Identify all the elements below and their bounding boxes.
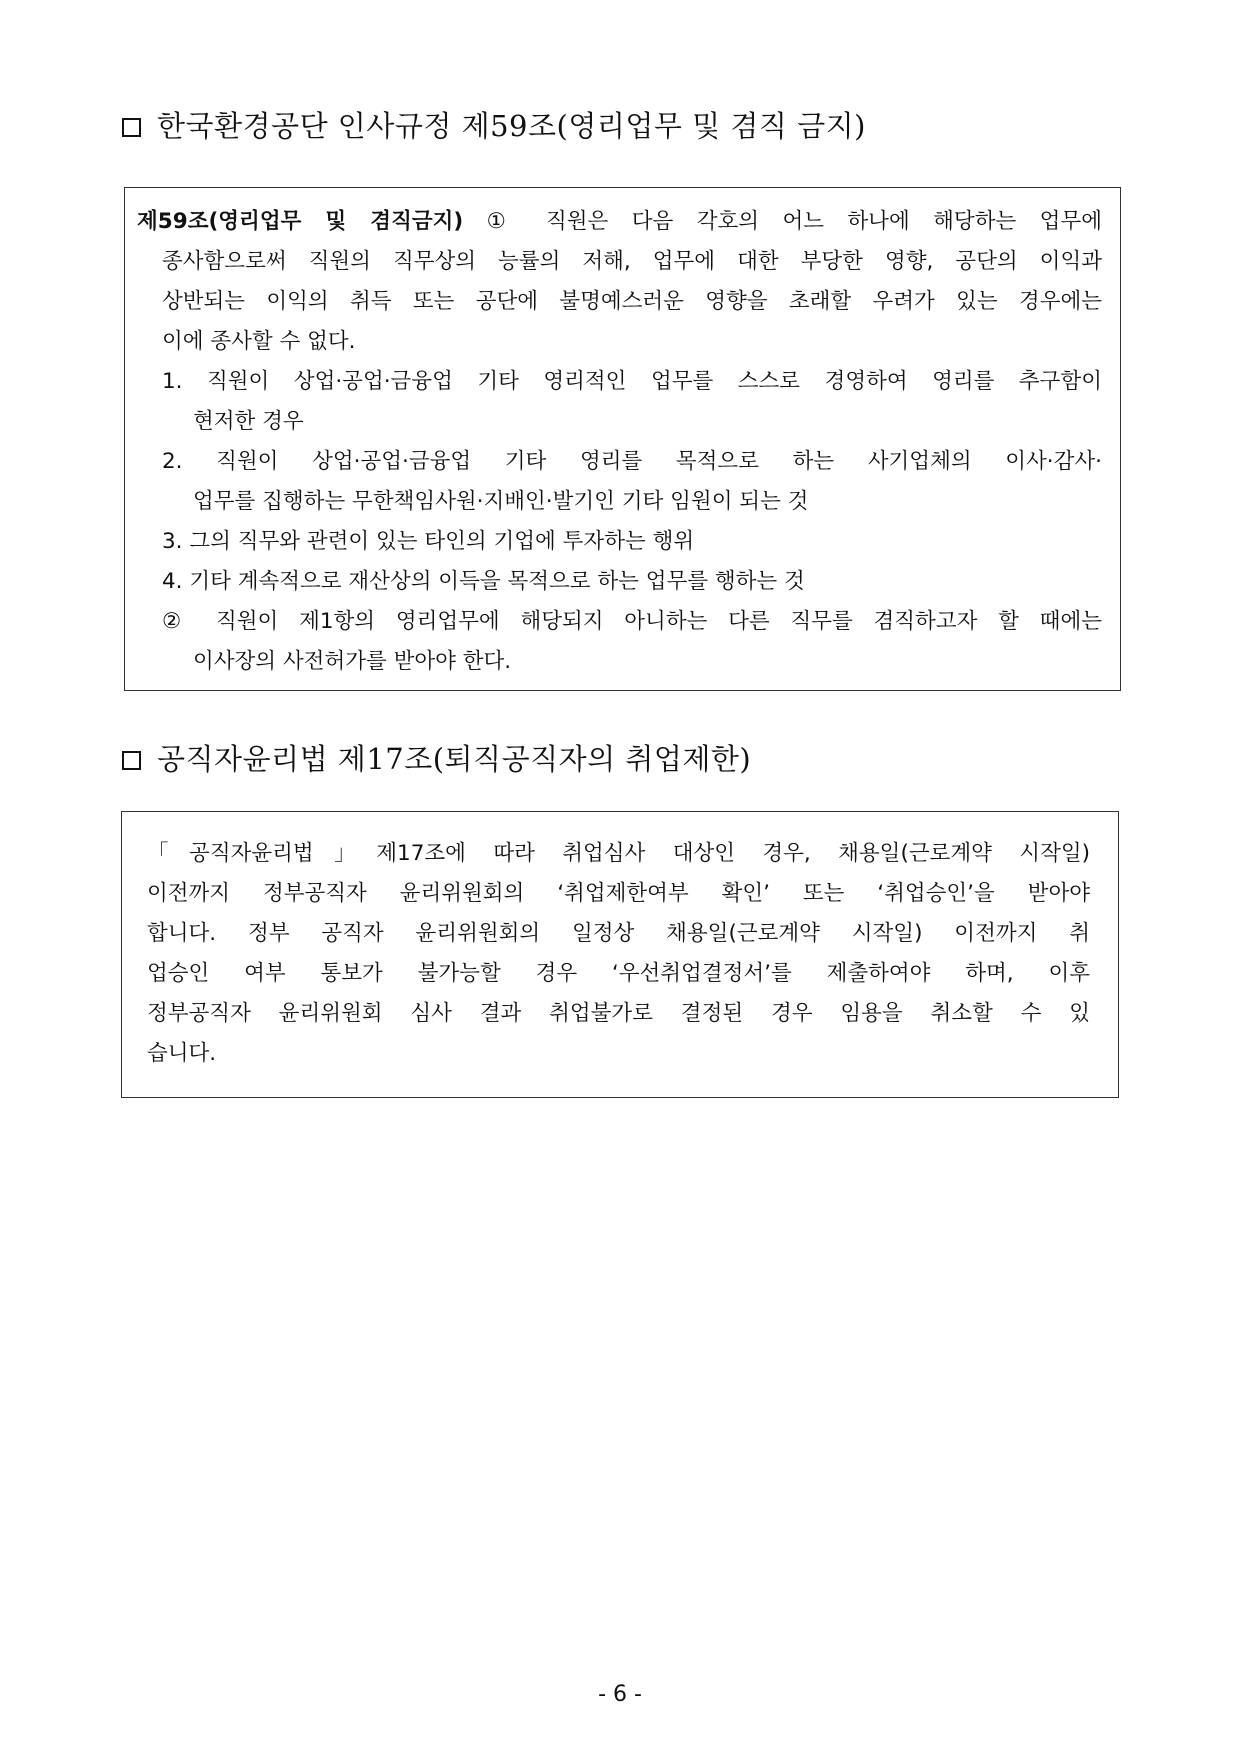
page-number: - 6 -	[598, 1682, 642, 1707]
section-heading-text: 한국환경공단 인사규정 제59조(영리업무 및 겸직 금지)	[157, 109, 866, 143]
list-item: 3. 그의 직무와 관련이 있는 타인의 기업에 투자하는 행위	[162, 529, 695, 554]
checkbox-square-icon	[122, 118, 141, 137]
list-item: 1. 직원이 상업·공업·금융업 기타 영리적인 업무를 스스로 경영하여 영리를 추구함이	[162, 369, 1102, 394]
list-item-continued: 현저한 경우	[193, 409, 304, 434]
list-item: 2. 직원이 상업·공업·금융업 기타 영리를 목적으로 하는 사기업체의 이사·감사·	[162, 449, 1102, 474]
body-line: 업승인 여부 통보가 불가능할 경우 ‘우선취업결정서’를 제출하여야 하며, 이후	[147, 961, 1090, 986]
regulation-box	[124, 187, 1121, 691]
article-line: 종사함으로써 직원의 직무상의 능률의 저해, 업무에 대한 부당한 영향, 공단의 이익과	[162, 249, 1102, 274]
list-item-continued: 업무를 집행하는 무한책임사원·지배인·발기인 기타 임원이 되는 것	[193, 489, 809, 514]
article-line: ① 직원은 다음 각호의 어느 하나에 해당하는 업무에	[463, 209, 1102, 234]
paragraph-item-continued: 이사장의 사전허가를 받아야 한다.	[193, 649, 512, 674]
article-line: 이에 종사할 수 없다.	[162, 329, 356, 354]
article-title: 제59조(영리업무 및 겸직금지)	[137, 209, 464, 234]
body-line: 「공직자윤리법」제17조에 따라 취업심사 대상인 경우, 채용일(근로계약 시작일)	[147, 841, 1090, 866]
list-item: 4. 기타 계속적으로 재산상의 이득을 목적으로 하는 업무를 행하는 것	[162, 569, 805, 594]
body-line: 합니다. 정부 공직자 윤리위원회의 일정상 채용일(근로계약 시작일) 이전까지 취	[147, 921, 1090, 946]
ethics-law-box	[121, 811, 1119, 1098]
article-first-line	[137, 202, 1102, 242]
section-heading	[122, 106, 866, 146]
section-heading-text: 공직자윤리법 제17조(퇴직공직자의 취업제한)	[157, 742, 752, 776]
body-line: 습니다.	[147, 1041, 217, 1066]
body-line: 이전까지 정부공직자 윤리위원회의 ‘취업제한여부 확인’ 또는 ‘취업승인’을 받아야	[147, 881, 1090, 906]
section-heading	[122, 739, 751, 779]
body-line: 정부공직자 윤리위원회 심사 결과 취업불가로 결정된 경우 임용을 취소할 수 있	[147, 1001, 1090, 1026]
paragraph-item: ② 직원이 제1항의 영리업무에 해당되지 아니하는 다른 직무를 겸직하고자 할 때에는	[162, 609, 1102, 634]
checkbox-square-icon	[122, 751, 141, 770]
article-line: 상반되는 이익의 취득 또는 공단에 불명예스러운 영향을 초래할 우려가 있는 경우에는	[162, 289, 1102, 314]
